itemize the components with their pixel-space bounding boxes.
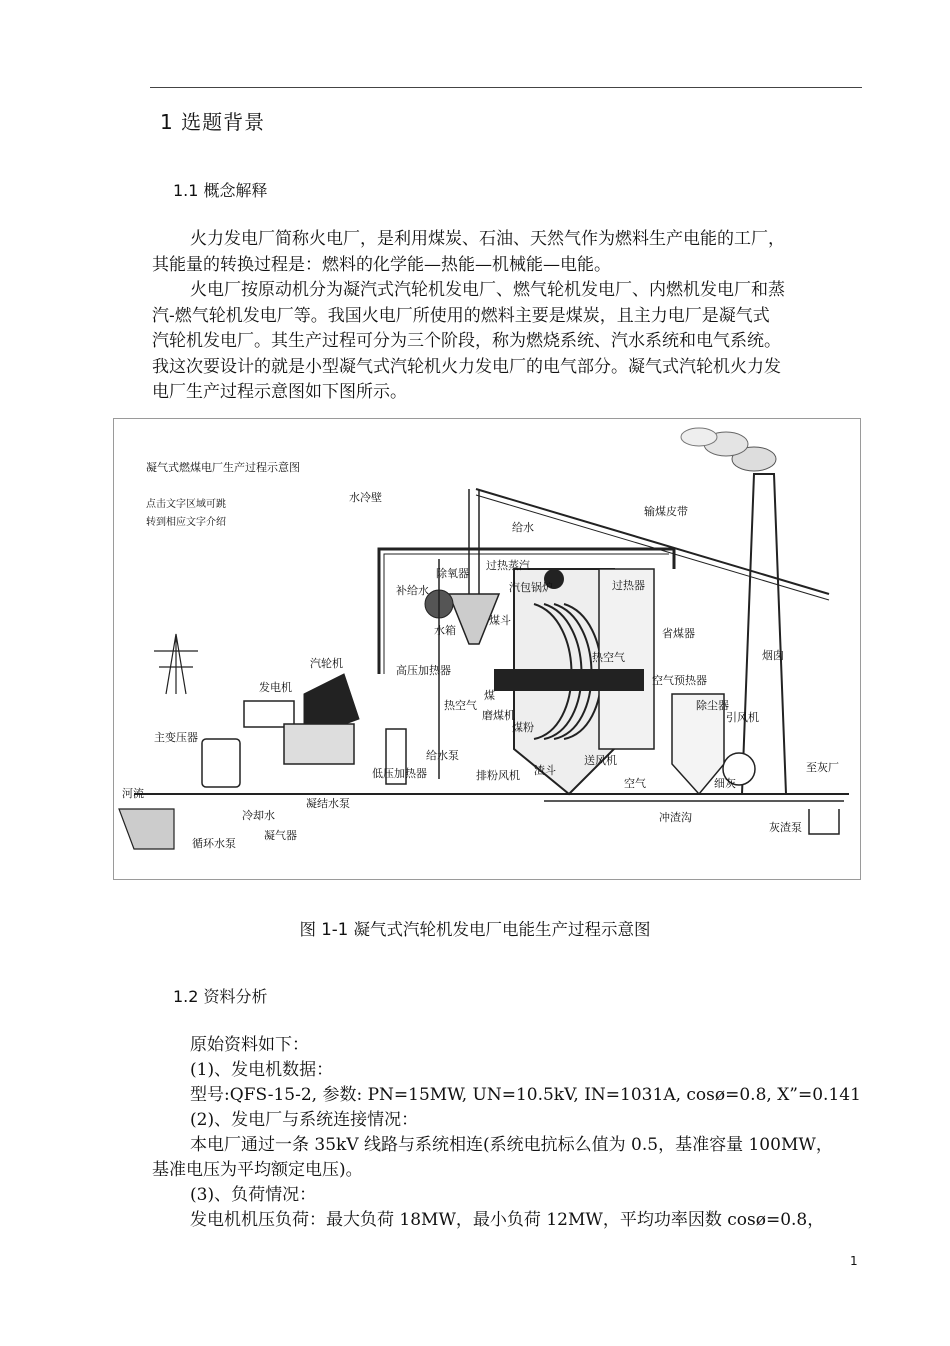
- label-circ-pump: 循环水泵: [192, 837, 236, 850]
- label-coal-hopper: 煤斗: [489, 614, 511, 627]
- label-powder-fan: 排粉风机: [476, 769, 520, 782]
- power-plant-diagram: [113, 418, 861, 880]
- label-condensate-pump: 凝结水泵: [306, 797, 350, 810]
- label-main-transformer: 主变压器: [154, 731, 198, 744]
- diagram-title: 凝气式燃煤电厂生产过程示意图: [146, 461, 300, 474]
- label-coal-mill: 磨煤机: [482, 709, 515, 722]
- label-lp-heater: 低压加热器: [372, 767, 427, 780]
- label-deaerator: 除氧器: [436, 567, 469, 580]
- label-to-ash-yard: 至灰厂: [806, 761, 839, 774]
- data-line: 发电机机压负荷：最大负荷 18MW，最小负荷 12MW，平均功率因数 cosø=0.8，: [190, 1210, 825, 1230]
- section-heading-1-2: 1.2 资料分析: [173, 987, 268, 1006]
- page-number: 1: [850, 1254, 858, 1268]
- label-water-tank: 水箱: [434, 624, 456, 637]
- diagram-note: 转到相应文字介绍: [146, 517, 226, 528]
- label-superheated-steam: 过热蒸汽: [486, 559, 530, 572]
- label-superheater: 过热器: [612, 579, 645, 592]
- data-line: (2)、发电厂与系统连接情况：: [190, 1110, 419, 1130]
- label-hp-heater: 高压加热器: [396, 664, 451, 677]
- label-river: 河流: [122, 787, 144, 800]
- paragraph-line: 汽-燃气轮机发电厂等。我国火电厂所使用的燃料主要是煤炭，且主力电厂是凝气式: [152, 305, 770, 326]
- paragraph-line: 电厂生产过程示意图如下图所示。: [152, 382, 407, 402]
- label-condenser: 凝气器: [264, 829, 297, 842]
- label-coal: 煤: [484, 689, 495, 702]
- label-fd-fan: 送风机: [584, 754, 617, 767]
- label-coal-powder: 煤粉: [512, 721, 534, 734]
- label-ash-pump: 灰渣泵: [769, 821, 802, 834]
- paragraph-line: 汽轮机发电厂。其生产过程可分为三个阶段，称为燃烧系统、汽水系统和电气系统。: [152, 331, 781, 351]
- label-water-wall: 水冷壁: [349, 491, 382, 504]
- diagram-svg: [114, 419, 860, 879]
- label-steam-drum: 汽包锅炉: [509, 581, 553, 594]
- label-generator: 发电机: [259, 681, 292, 694]
- paragraph-line: 其能量的转换过程是：燃料的化学能—热能—机械能—电能。: [152, 254, 611, 275]
- data-list: [152, 1033, 860, 1233]
- data-line: 本电厂通过一条 35kV 线路与系统相连(系统电抗标么值为 0.5，基准容量 100MW，: [190, 1135, 833, 1155]
- label-cooling-water: 冷却水: [242, 809, 275, 822]
- diagram-note: 点击文字区域可跳: [146, 499, 226, 510]
- label-turbine: 汽轮机: [310, 657, 343, 670]
- label-slag-hopper: 渣斗: [534, 764, 556, 777]
- label-air-preheater: 空气预热器: [652, 674, 707, 687]
- label-chimney: 烟囱: [762, 649, 784, 662]
- label-makeup-water: 补给水: [396, 584, 429, 597]
- data-line: 型号:QFS-15-2, 参数: PN=15MW, UN=10.5kV, IN=1031A, cosø=0.8, X”=0.141: [190, 1085, 861, 1105]
- label-air: 空气: [624, 777, 646, 790]
- label-dust-collector: 除尘器: [696, 699, 729, 712]
- label-feed-pump: 给水泵: [426, 749, 459, 762]
- paragraph-line: 火电厂按原动机分为凝汽式汽轮机发电厂、燃气轮机发电厂、内燃机发电厂和蒸: [190, 280, 785, 300]
- section-heading-1-1: 1.1 概念解释: [173, 181, 268, 200]
- label-coal-belt: 输煤皮带: [644, 505, 688, 518]
- paragraph-1: [152, 227, 860, 278]
- data-line: 基准电压为平均额定电压)。: [152, 1160, 363, 1180]
- chapter-heading: 1 选题背景: [160, 110, 266, 134]
- paragraph-line: 火力发电厂简称火电厂，是利用煤炭、石油、天然气作为燃料生产电能的工厂，: [190, 229, 785, 249]
- label-hot-air: 热空气: [592, 651, 625, 664]
- paragraph-line: 我这次要设计的就是小型凝气式汽轮机火力发电厂的电气部分。凝气式汽轮机火力发: [152, 356, 781, 377]
- label-id-fan: 引风机: [726, 711, 759, 724]
- header-rule: [150, 87, 862, 88]
- data-line: (3)、负荷情况：: [190, 1185, 317, 1205]
- label-economizer: 省煤器: [662, 627, 695, 640]
- label-slag-trench: 冲渣沟: [659, 811, 692, 824]
- data-line: (1)、发电机数据：: [190, 1060, 334, 1080]
- label-feed-water: 给水: [512, 521, 534, 534]
- label-fine-ash: 细灰: [714, 777, 736, 790]
- data-line: 原始资料如下：: [190, 1035, 309, 1055]
- figure-caption: 图 1-1 凝气式汽轮机发电厂电能生产过程示意图: [299, 920, 651, 939]
- label-hot-air-2: 热空气: [444, 699, 477, 712]
- paragraph-2: [152, 278, 860, 406]
